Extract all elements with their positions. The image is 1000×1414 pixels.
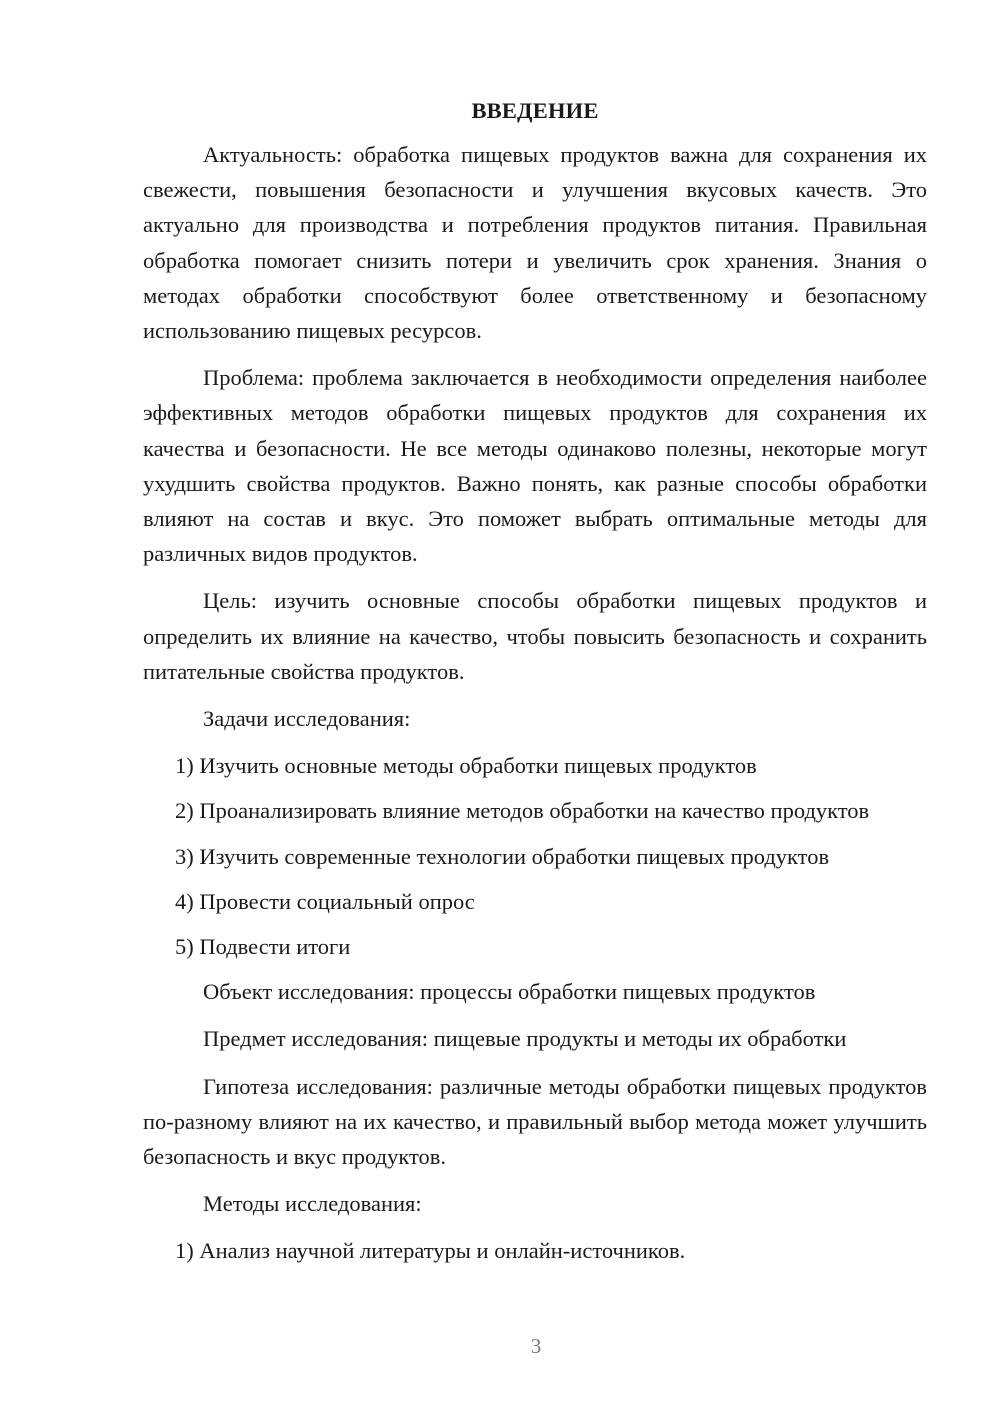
task-item: 3) Изучить современные технологии обработки пищевых продуктов xyxy=(175,843,830,869)
tasks-heading: Задачи исследования: xyxy=(203,706,411,732)
task-item: 2) Проанализировать влияние методов обработки на качество продуктов xyxy=(175,798,870,824)
task-item: 1) Изучить основные методы обработки пищевых продуктов xyxy=(175,753,757,779)
task-item: 5) Подвести итоги xyxy=(175,934,351,960)
page-title: ВВЕДЕНИЕ xyxy=(471,98,599,123)
paragraph-object: Объект исследования: процессы обработки пищевых продуктов xyxy=(203,979,816,1005)
page-content xyxy=(143,95,927,1279)
method-item: 1) Анализ научной литературы и онлайн-источников. xyxy=(175,1238,686,1264)
task-item: 4) Провести социальный опрос xyxy=(175,888,475,914)
paragraph-goal: Цель: изучить основные способы обработки пищевых продуктов и определить их влияние на качество, чтобы повысить безопасность и сохранить питательные свойства продуктов. xyxy=(143,588,927,684)
paragraph-hypothesis: Гипотеза исследования: различные методы обработки пищевых продуктов по-разному влияют на их качество, и правильный выбор метода может улучшить безопасность и вкус продуктов. xyxy=(143,1073,927,1170)
paragraph-relevance: Актуальность: обработка пищевых продуктов важна для сохранения их свежести, повышения безопасности и улучшения вкусовых качеств. Это актуально для производства и потребления продуктов питания. Правильная обработка помогает снизить потери и увеличить срок хранения. Знания о методах обработки способствуют более ответственному и безопасному использованию пищевых ресурсов. xyxy=(143,142,927,344)
paragraph-problem: Проблема: проблема заключается в необходимости определения наиболее эффективных методов обработки пищевых продуктов для сохранения их качества и безопасности. Не все методы одинаково полезны, некоторые могут ухудшить свойства продуктов. Важно понять, как разные способы обработки влияют на состав и вкус. Это поможет выбрать оптимальные методы для различных видов продуктов. xyxy=(143,365,927,567)
methods-heading: Методы исследования: xyxy=(203,1191,422,1217)
page-number: 3 xyxy=(530,1334,542,1358)
paragraph-subject: Предмет исследования: пищевые продукты и методы их обработки xyxy=(203,1026,847,1052)
